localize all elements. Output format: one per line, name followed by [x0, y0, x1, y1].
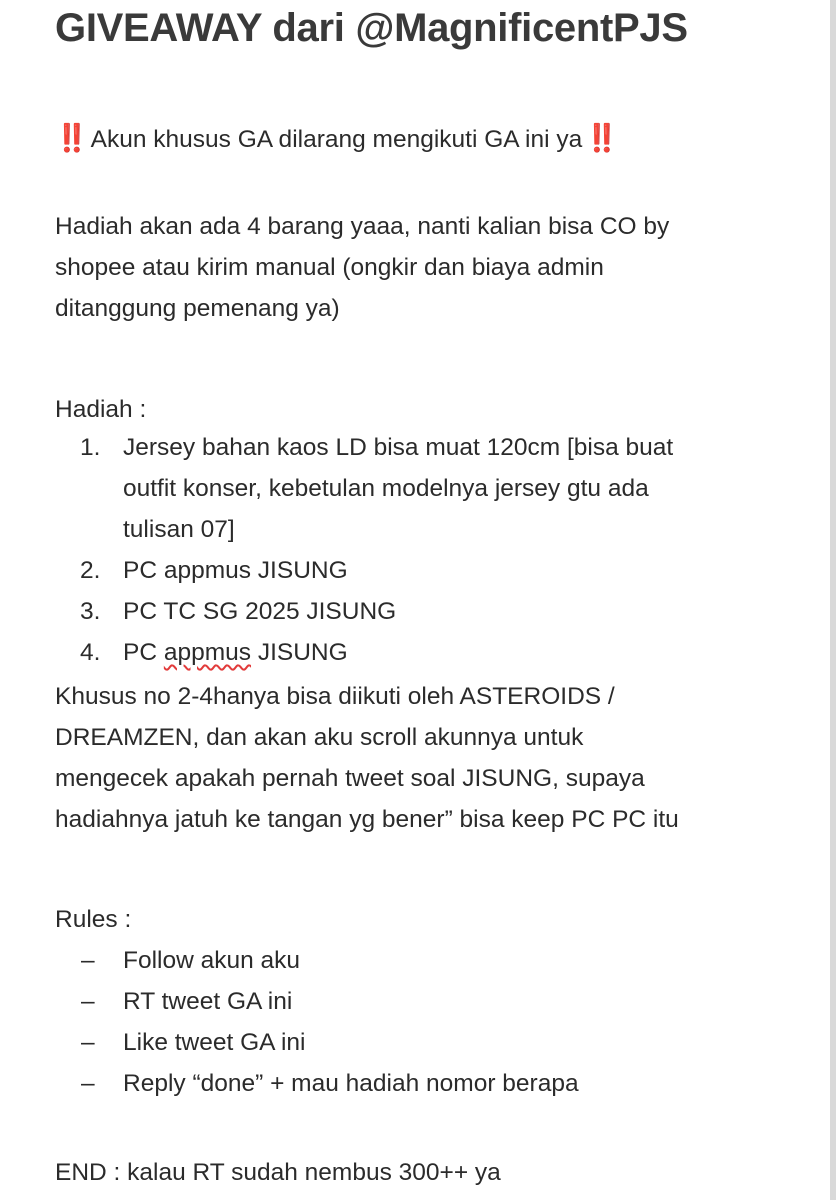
rule-text: Reply “done” + mau hadiah nomor berapa [123, 1070, 579, 1097]
misspelled-word[interactable]: appmus [163, 639, 252, 666]
note-line: DREAMZEN, dan akan aku scroll akunnya untuk [55, 724, 584, 751]
double-exclamation-icon: ‼️ [55, 123, 86, 153]
end-line: END : kalau RT sudah nembus 300++ ya [55, 1159, 501, 1186]
dash-bullet: – [81, 947, 95, 974]
note-line: Khusus no 2-4hanya bisa diikuti oleh ASTEROIDS / [55, 683, 615, 710]
dash-bullet: – [81, 1070, 95, 1097]
prize-item [55, 632, 673, 673]
rule-text: Follow akun aku [123, 947, 301, 974]
note-paragraph [55, 676, 679, 840]
rules-list [55, 940, 579, 1104]
prize-text-line [123, 632, 673, 673]
page-title: GIVEAWAY dari @MagnificentPJS [55, 6, 688, 50]
intro-line: ditanggung pemenang ya) [55, 295, 340, 322]
rule-text: RT tweet GA ini [123, 988, 293, 1015]
note-line: hadiahnya jatuh ke tangan yg bener” bisa keep PC PC itu [55, 806, 679, 833]
rule-item [55, 1063, 579, 1104]
prize-number: 2. [80, 557, 101, 584]
intro-line: Hadiah akan ada 4 barang yaaa, nanti kalian bisa CO by [55, 213, 670, 240]
prize-item [55, 550, 673, 591]
dash-bullet: – [81, 1029, 95, 1056]
prize-text-line: Jersey bahan kaos LD bisa muat 120cm [bisa buat [123, 434, 674, 461]
page-edge [830, 0, 836, 1200]
rules-label: Rules : [55, 906, 132, 933]
rule-item [55, 940, 579, 981]
prize-number: 1. [80, 434, 101, 461]
prize-text-pre: PC [123, 639, 164, 666]
dash-bullet: – [81, 988, 95, 1015]
rule-text: Like tweet GA ini [123, 1029, 306, 1056]
note-line: mengecek apakah pernah tweet soal JISUNG, supaya [55, 765, 645, 792]
intro-line: shopee atau kirim manual (ongkir dan biaya admin [55, 254, 604, 281]
double-exclamation-icon: ‼️ [585, 123, 616, 153]
prize-text-line: tulisan 07] [123, 516, 235, 543]
rule-item [55, 981, 579, 1022]
prizes-label: Hadiah : [55, 396, 147, 423]
rule-item [55, 1022, 579, 1063]
prize-text-line: PC appmus JISUNG [123, 557, 348, 584]
warning-text: Akun khusus GA dilarang mengikuti GA ini ya [90, 126, 583, 153]
prize-item [55, 591, 673, 632]
prize-list [55, 427, 673, 673]
prize-number: 4. [80, 639, 101, 666]
prize-text-line: PC TC SG 2025 JISUNG [123, 598, 397, 625]
prize-number: 3. [80, 598, 101, 625]
intro-paragraph [55, 206, 669, 329]
warning-line [55, 118, 616, 160]
prize-text-post: JISUNG [251, 639, 348, 666]
prize-item [55, 427, 673, 550]
prize-text-line: outfit konser, kebetulan modelnya jersey gtu ada [123, 475, 649, 502]
